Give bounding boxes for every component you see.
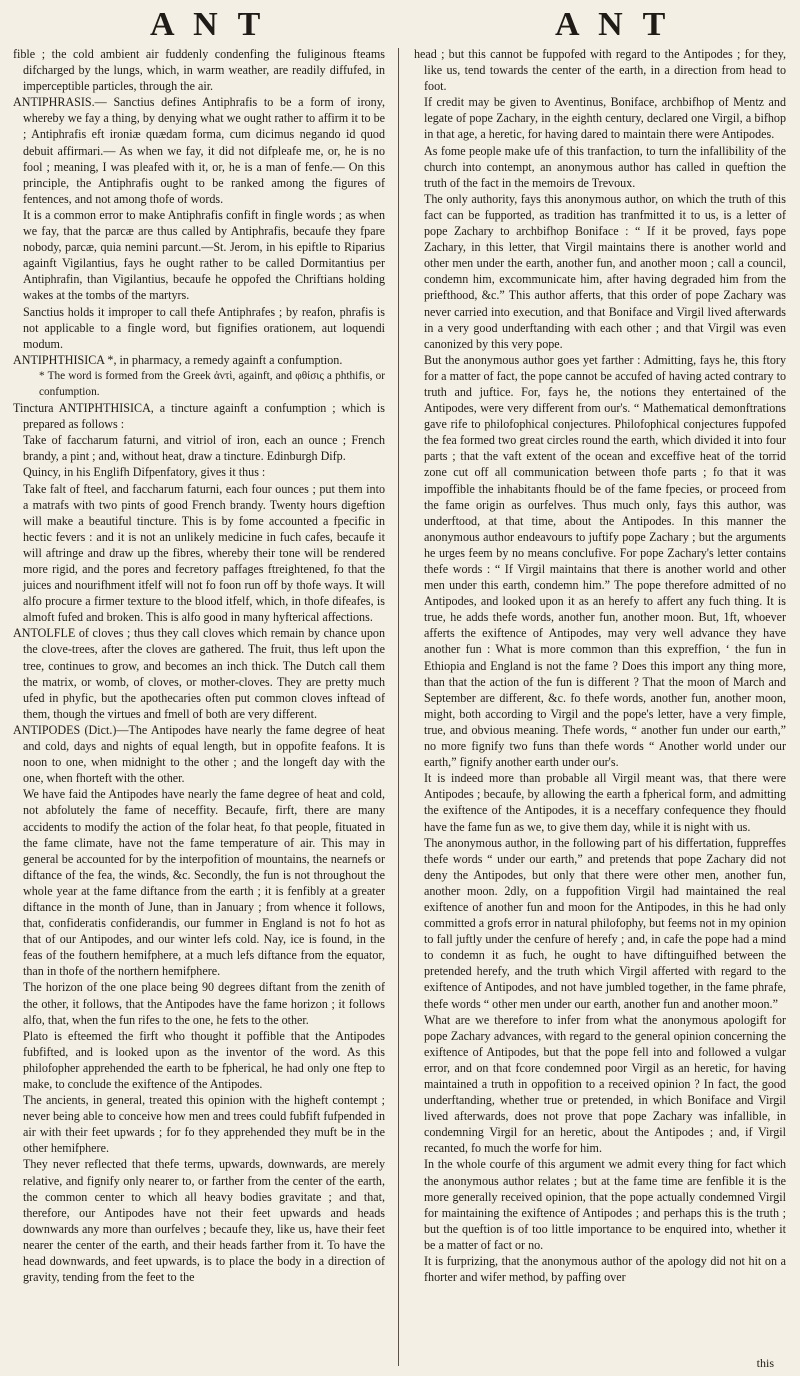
paragraph: They never reflected that thefe terms, upwards, downwards, are merely relative, and fignify only nearer to, or farther from the center of the earth, the common center to which all heavy bodies gravitate ; and that, therefore, our Antipodes have not their feet upwards and heads downwards any more than ourfelves ; becaufe they, like us, have their feet nearer the center of the earth, and their heads farther from it. To have the head downwards, and feet upwards, is to place the body in a direction of gravity, tending from the feet to the bbox=[23, 1157, 385, 1285]
paragraph: Take of faccharum faturni, and vitriol of iron, each an ounce ; French brandy, a pint ; and, without heat, draw a tincture. Edinburgh Difp. bbox=[23, 433, 385, 464]
footnote: * The word is formed from the Greek ἀντὶ, againft, and φθίσις a phthifis, or confumption. bbox=[39, 369, 385, 398]
paragraph: Sanctius holds it improper to call thefe Antiphrafes ; by reafon, phrafis is not applicable to a fingle word, but fignifies orationem, aut loquendi modum. bbox=[23, 304, 385, 351]
paragraph: The anonymous author, in the following part of his differtation, fuppreffes thefe words “ under our earth,” and pretends that pope Zachary did not deny the Antipodes, but only that there were other men, another fun, another moon. 2dly, on a fuppofition Virgil had maintained the real exiftence of another fun and moon for the Antipodes, in this he had only committed a grofs error in natural philofophy, but feems not in my opinion to fall juftly under the cenfure of herefy ; and, in cafe the pope had a mind to condemn it as fuch, he ought to have diftinguifhed between the pretended herefy, and the truth which Virgil afferted with regard to the exiftence of Antipodes, and not have jumbled together, in the fame phrafe, thefe words “ other men under our earth, another fun and another moon.” bbox=[424, 835, 786, 1011]
paragraph: As fome people make ufe of this tranfaction, to turn the infallibility of the church into contempt, an anonymous author has called in queftion the truth of the fact in the memoirs de Trevoux. bbox=[424, 143, 786, 190]
column-divider bbox=[398, 48, 399, 1366]
paragraph: The horizon of the one place being 90 degrees diftant from the zenith of the other, it follows, that the Antipodes have the fame horizon ; it follows alfo, that, when the fun rifes to the one, he fets to the other. bbox=[23, 980, 385, 1027]
paragraph: Take falt of fteel, and faccharum faturni, each four ounces ; put them into a matrafs with two pints of good French brandy. Twenty hours digeftion will make a beautiful tincture. This is by fome accounted a fpecific in hectic fevers : and it is not an unlikely medicine in fuch cafes, becaufe it will aftringe and draw up the fibres, whereby their tone will be rendered more rigid, and the pores and fecretory paffages ftreightened, fo that the juices and nourifhment itfelf will not fo foon run off by thofe ways. It will alfo procure a firmer texture to the blood itfelf, which, in thofe difeafes, is almoft fufed and broken. This is alfo good in many hyfterical affections. bbox=[23, 481, 385, 625]
paragraph: If credit may be given to Aventinus, Boniface, archbifhop of Mentz and legate of pope Zachary, in the eighth century, declared one Virgil, a bifhop in that age, a heretic, for having dared to maintain there were Antipodes. bbox=[424, 95, 786, 142]
paragraph: But the anonymous author goes yet farther : Admitting, fays he, this ftory for a matter of fact, the pope cannot be accufed of having acted contrary to truth and juftice. For, fays he, the notions they entertained of the Antipodes, were very different from our's. “ Mathematical demonftrations gave rife to philofophical conjectures. Philofophical conjectures fuppofed the fea formed two great circles round the earth, which divided it into four parts ; that the vaft extent of the ocean and exceffive heat of the torrid zone cut off all communication between thofe parts ; fo that it was impoffible the inhabitants fhould be of the fame fpecies, or proceed from the fame origin as ourfelves. Thus much only, fays this author, was underftood, at that time, about the Antipodes. In this manner the anonymous author endeavours to juftify pope Zachary ; but the arguments he urges feem by no means conclufive. For pope Zachary's letter contains thefe words : “ If Virgil maintains that there is another world and other men under this earth, condemn him.” The pope therefore admitted of no Antipodes, and looked upon it as an herefy to affert any fuch thing. It is true, he adds thefe words, another fun, another moon. But, 1ft, whoever afferts the exiftence of Antipodes, may very well advance they have another fun : What is more common than this expreffion, ‘ the fun in Ethiopia and England is not the fame ? Does this import any thing more, than that the action of the fun is different ? That the moon of March and September are different, &c. fo thefe words, another fun, another moon, might, both according to Virgil and the pope's letter, have a very fimple, true, and obvious meaning. Thefe words, “ another fun under our earth,” no more fignify two funs than thefe words “ Another world under our earth,” fignify another earth under our's. bbox=[424, 352, 786, 770]
paragraph: It is a common error to make Antiphrafis confift in fingle words ; as when we fay, that the parcæ are thus called by Antiphrafis, becaufe they fpare nobody, parcæ, quia nemini parcunt.—St. Jerom, in his epiftle to Riparius againft Vigilantius, fays he ought rather to be called Dormitantius per Antiphrafin, than Vigilantius, becaufe he oppofed the Chriftians holding wakes at the tombs of the martyrs. bbox=[23, 207, 385, 303]
paragraph: In the whole courfe of this argument we admit every thing for fact which the anonymous author relates ; but at the fame time are fenfible it is the more generally received opinion, that the pope actually condemned Virgil for maintaining the exiftence of Antipodes ; and perhaps this is the truth ; but the queftion is of too little importance to be enquired into, whether it be a matter of fact or no. bbox=[424, 1157, 786, 1252]
paragraph: Quincy, in his Englifh Difpenfatory, gives it thus : bbox=[23, 465, 266, 480]
entry-tinctura: Tinctura ANTIPHTHISICA, a tincture againft a confumption ; which is prepared as follows : bbox=[13, 401, 385, 432]
entry-antiphthisica: ANTIPHTHISICA *, in pharmacy, a remedy againft a confumption. bbox=[13, 352, 343, 367]
running-head-left: A N T bbox=[150, 6, 267, 43]
paragraph: The only authority, fays this anonymous author, on which the truth of this fact can be fupported, as tradition has tranfmitted it to us, is a letter of pope Zachary to archbifhop Boniface : “ If it be proved, fays pope Zachary, in this letter, that Virgil maintains there is another world and other men under the earth, another fun, and another moon ; call a council, condemn him, excommunicate him, after having degraded him from the priefthood, &c.” This author afferts, that this order of pope Zachary was never carried into execution, and that Boniface and Virgil lived afterwards in a very good underftanding with each other ; and that Virgil was even canonized by this very pope. bbox=[424, 191, 786, 351]
paragraph: The ancients, in general, treated this opinion with the higheft contempt ; never being able to conceive how men and trees could fubfift fufpended in air with their feet upwards ; for fo they apprehended they muft be in the other hemifphere. bbox=[23, 1093, 385, 1156]
entry-antipodes: ANTIPODES (Dict.)—The Antipodes have nearly the fame degree of heat and cold, days and nights of equal length, but in oppofite feafons. It is noon to one, when midnight to the other ; and the longeft day with the one, when fhorteft with the other. bbox=[13, 722, 385, 786]
paragraph: What are we therefore to infer from what the anonymous apologift for pope Zachary advances, with regard to the general opinion concerning the exiftence of Antipodes, but that the pope fell into and followed a vulgar error, and on that fcore condemned poor Virgil as an heretic, for having maintained a truth in oppofition to a received opinion ? In fact, the good underftanding, whether true or pretended, in which Boniface and Virgil lived afterwards, does not prove that pope Zachary was infallible, in condemning Virgil for an heretic, about the Antipodes ; and, if Virgil recanted, fo much the worfe for him. bbox=[424, 1012, 786, 1156]
right-column bbox=[414, 46, 786, 1368]
catchword: this bbox=[756, 1356, 774, 1370]
running-head-right: A N T bbox=[555, 6, 672, 43]
left-column bbox=[13, 46, 385, 1368]
paragraph: It is indeed more than probable all Virgil meant was, that there were Antipodes ; becaufe, by allowing the earth a fpherical form, and admitting the exiftence of the Antipodes, it is a neceffary confequence they fhould have the fame fun as we, to give them day, while it is night with us. bbox=[424, 771, 786, 834]
paragraph: Plato is efteemed the firft who thought it poffible that the Antipodes fubfifted, and is looked upon as the inventor of the word. As this philofopher apprehended the earth to be fpherical, he had only one ftep to make, to conclude the exiftence of the Antipodes. bbox=[23, 1028, 385, 1091]
entry-antiphrasis: ANTIPHRASIS.— Sanctius defines Antiphrafis to be a form of irony, whereby we fay a thing, by denying what we ought rather to affirm it to be ; Antiphrafis eft ironiæ quædam forma, cum dicimus negando id quod debuit affirmari.— As when we fay, it did not difpleafe me, or, he is no fool ; meaning, I was pleafed with it, or, he is a man of fenfe.— On this principle, the Antiphrafis ought to be ranked among the figures of fentences, and not among thofe of words. bbox=[13, 95, 385, 206]
paragraph: fible ; the cold ambient air fuddenly condenfing the fuliginous fteams difcharged by the lungs, which, in warm weather, are readily diffufed, in imperceptible particles, through the air. bbox=[13, 47, 385, 94]
paragraph: It is furprizing, that the anonymous author of the apology did not hit on a fhorter and wifer method, by paffing over bbox=[424, 1254, 786, 1285]
entry-antolfle: ANTOLFLE of cloves ; thus they call cloves which remain by chance upon the clove-trees, after the cloves are gathered. The fruit, thus left upon the tree, continues to grow, and becomes an inch thick. The Dutch call them the matrix, or womb, of cloves, or mother-cloves. They are pretty much ufed in phyfic, but the apothecaries often put common cloves inftead of them, though the virtues and fmell of both are very different. bbox=[13, 626, 385, 721]
paragraph: We have faid the Antipodes have nearly the fame degree of heat and cold, not abfolutely the fame of neceffity. Becaufe, firft, there are many accidents to modify the action of the folar heat, fo that people, fituated in the fame climate, have not the fame temperature of air. This may in general be accounted for by the interpofition of mountains, the nearnefs or diftance of the fea, the winds, &c. Secondly, the fun is not throughout the whole year at the fame diftance from the earth ; it is fenfibly at a greater diftance in the month of June, than in January ; from whence it follows, that, confideratis confiderandis, our fummer in England is not fo hot as that of our Antipodes, and our winter lefs cold. Nay, ice is found, in the feas of the fouthern hemifphere, at a much lefs diftance from the equator, than in thofe of the northern hemifphere. bbox=[23, 787, 385, 979]
paragraph: head ; but this cannot be fuppofed with regard to the Antipodes ; for they, like us, tend towards the center of the earth, in a direction from head to foot. bbox=[414, 47, 786, 94]
